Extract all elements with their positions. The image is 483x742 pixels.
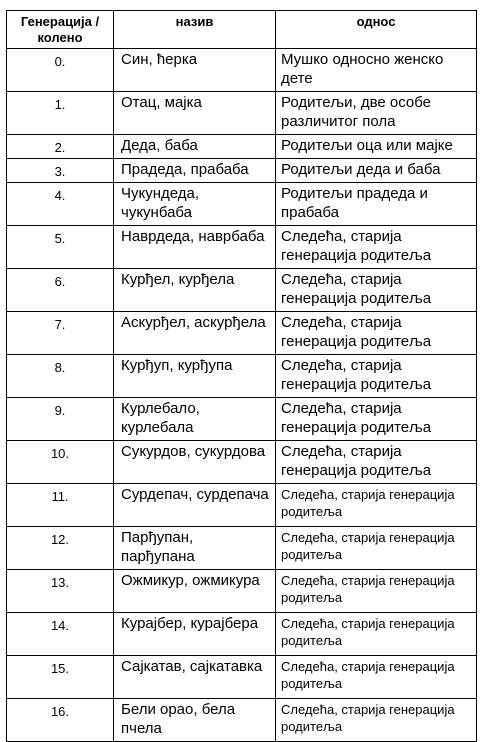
name-cell: Курђуп, курђупа — [114, 355, 276, 398]
relation-cell: Мушко односно женско дете — [276, 49, 477, 92]
table-row — [7, 226, 477, 269]
table-row — [7, 527, 477, 570]
table-header-row — [7, 11, 477, 49]
table-row — [7, 159, 477, 183]
generation-cell: 7. — [7, 312, 114, 355]
name-cell: Деда, баба — [114, 135, 276, 159]
generation-cell: 12. — [7, 527, 114, 570]
header-relation: однос — [276, 11, 477, 49]
name-cell: Курлебало, курлебала — [114, 398, 276, 441]
generation-cell: 2. — [7, 135, 114, 159]
generation-cell: 1. — [7, 92, 114, 135]
name-cell: Чукундеда, чукунбаба — [114, 183, 276, 226]
name-cell: Син, ћерка — [114, 49, 276, 92]
table-row — [7, 92, 477, 135]
relation-cell: Родитељи оца или мајке — [276, 135, 477, 159]
name-cell: Отац, мајка — [114, 92, 276, 135]
generation-cell: 13. — [7, 570, 114, 613]
generation-cell: 9. — [7, 398, 114, 441]
generation-cell: 11. — [7, 484, 114, 527]
generation-cell: 4. — [7, 183, 114, 226]
generation-cell: 15. — [7, 656, 114, 699]
name-cell: Сајкатав, сајкатавка — [114, 656, 276, 699]
table-row — [7, 135, 477, 159]
generation-cell: 16. — [7, 699, 114, 742]
table-row — [7, 441, 477, 484]
relation-cell: Следећа, старија генерација родитеља — [276, 226, 477, 269]
relation-cell: Следећа, старија генерација родитеља — [276, 441, 477, 484]
relation-cell: Следећа, старија генерација родитеља — [276, 398, 477, 441]
generation-cell: 3. — [7, 159, 114, 183]
generation-cell: 14. — [7, 613, 114, 656]
relation-cell: Следећа, старија генерација родитеља — [276, 355, 477, 398]
name-cell: Аскурђел, аскурђела — [114, 312, 276, 355]
relation-cell: Следећа, старија генерација родитеља — [276, 699, 477, 742]
generation-cell: 0. — [7, 49, 114, 92]
relation-cell: Следећа, старија генерација родитеља — [276, 656, 477, 699]
relation-cell: Родитељи прадеда и прабаба — [276, 183, 477, 226]
table-row — [7, 699, 477, 742]
name-cell: Сукурдов, сукурдова — [114, 441, 276, 484]
table-row — [7, 613, 477, 656]
table-row — [7, 570, 477, 613]
name-cell: Наврдеда, наврбаба — [114, 226, 276, 269]
table-row — [7, 484, 477, 527]
name-cell: Парђупан, парђупана — [114, 527, 276, 570]
table-row — [7, 312, 477, 355]
table-row — [7, 183, 477, 226]
table-row — [7, 656, 477, 699]
generation-cell: 8. — [7, 355, 114, 398]
relation-cell: Следећа, старија генерација родитеља — [276, 269, 477, 312]
relation-cell: Следећа, старија генерација родитеља — [276, 570, 477, 613]
header-name: назив — [114, 11, 276, 49]
table-row — [7, 49, 477, 92]
name-cell: Курђел, курђела — [114, 269, 276, 312]
relation-cell: Следећа, старија генерација родитеља — [276, 484, 477, 527]
name-cell: Прадеда, прабаба — [114, 159, 276, 183]
table-row — [7, 398, 477, 441]
relation-cell: Родитељи деда и баба — [276, 159, 477, 183]
generation-cell: 5. — [7, 226, 114, 269]
relation-cell: Следећа, старија генерација родитеља — [276, 613, 477, 656]
generation-cell: 6. — [7, 269, 114, 312]
relation-cell: Родитељи, две особе различитог пола — [276, 92, 477, 135]
table-row — [7, 269, 477, 312]
table-row — [7, 355, 477, 398]
relation-cell: Следећа, старија генерација родитеља — [276, 312, 477, 355]
generations-table — [6, 10, 477, 742]
name-cell: Бели орао, бела пчела — [114, 699, 276, 742]
name-cell: Курајбер, курајбера — [114, 613, 276, 656]
name-cell: Ожмикур, ожмикура — [114, 570, 276, 613]
relation-cell: Следећа, старија генерација родитеља — [276, 527, 477, 570]
header-generation: Генерација /колено — [7, 11, 114, 49]
name-cell: Сурдепач, сурдепача — [114, 484, 276, 527]
generation-cell: 10. — [7, 441, 114, 484]
